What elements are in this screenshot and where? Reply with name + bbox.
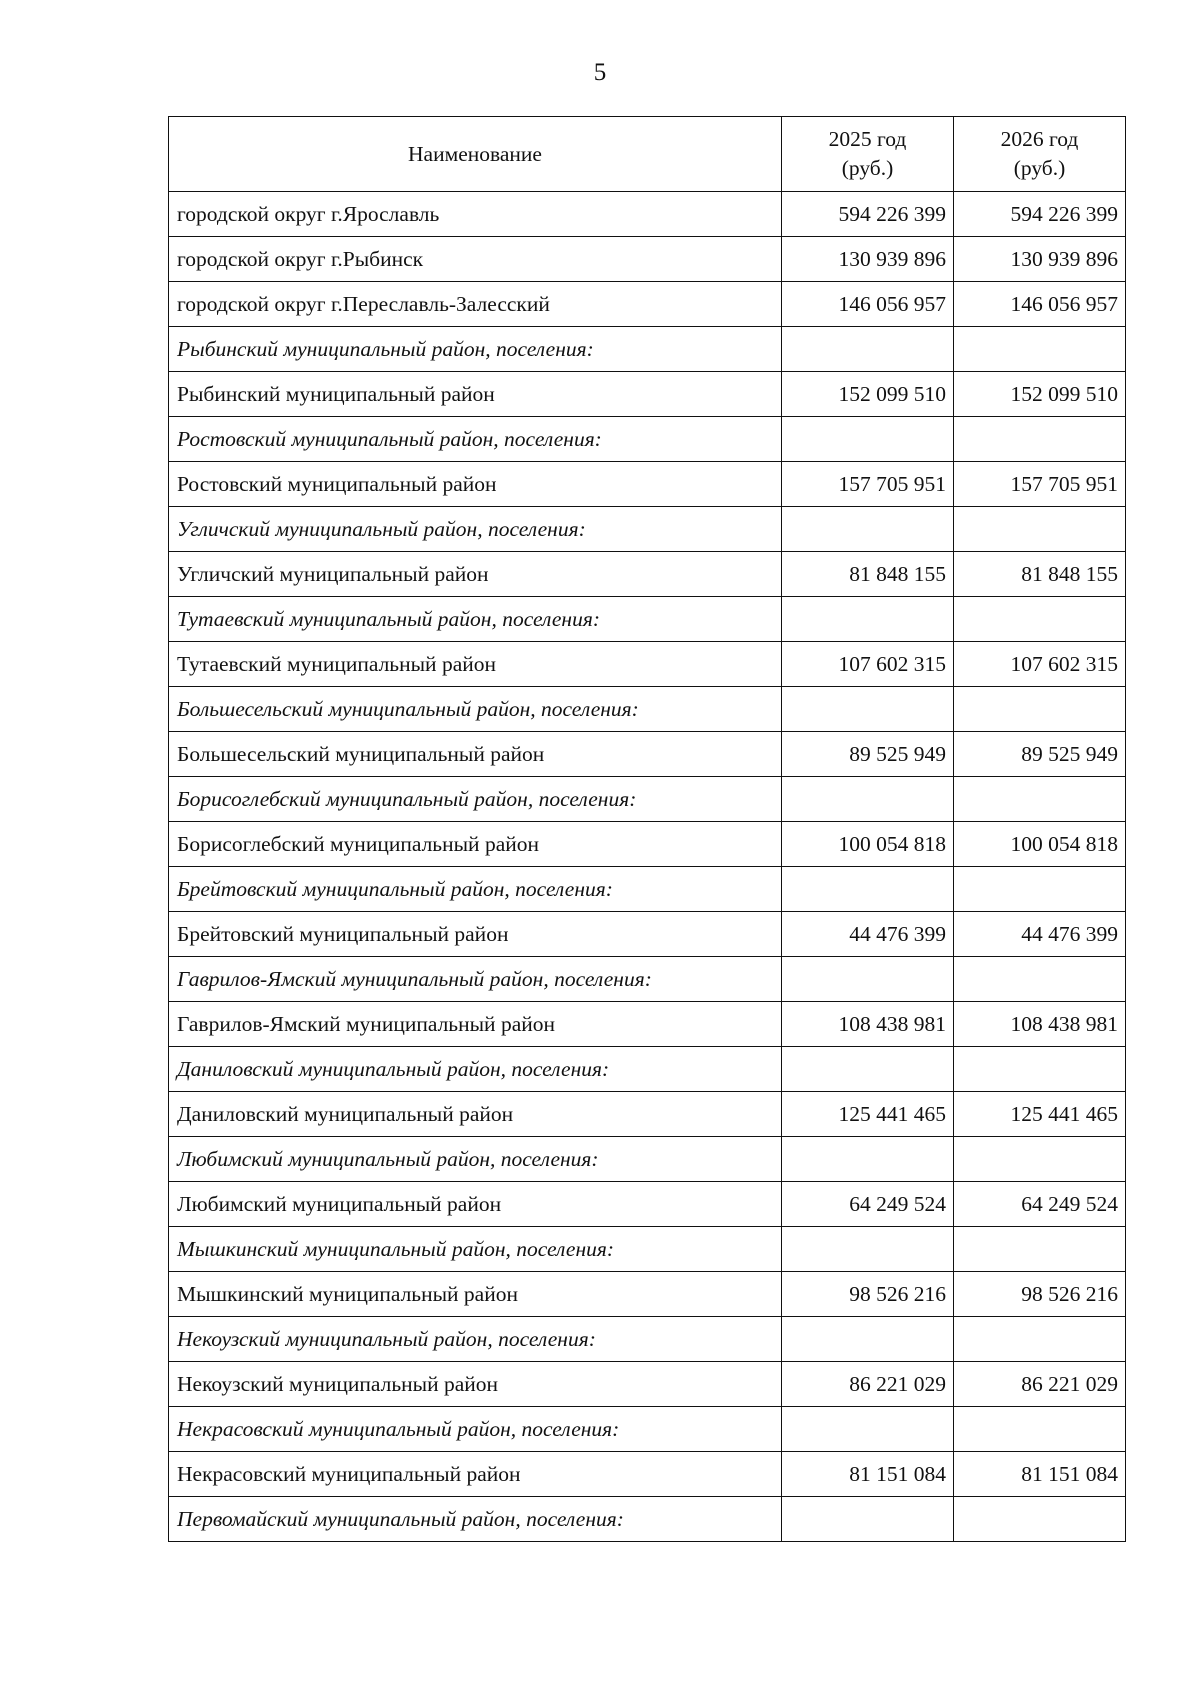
group-header-row xyxy=(169,327,1126,372)
row-value-2025: 146 056 957 xyxy=(782,282,954,327)
row-value-2025: 107 602 315 xyxy=(782,642,954,687)
table-row xyxy=(169,912,1126,957)
group-header-row xyxy=(169,777,1126,822)
row-value-2026 xyxy=(954,1137,1126,1182)
row-name: Брейтовский муниципальный район xyxy=(169,912,782,957)
group-header-row xyxy=(169,507,1126,552)
table-row xyxy=(169,1272,1126,1317)
row-value-2025 xyxy=(782,777,954,822)
row-value-2025: 64 249 524 xyxy=(782,1182,954,1227)
row-name: Первомайский муниципальный район, поселения: xyxy=(169,1497,782,1542)
row-name: Любимский муниципальный район xyxy=(169,1182,782,1227)
row-value-2026: 81 848 155 xyxy=(954,552,1126,597)
row-value-2025: 44 476 399 xyxy=(782,912,954,957)
row-value-2026: 81 151 084 xyxy=(954,1452,1126,1497)
row-value-2025: 125 441 465 xyxy=(782,1092,954,1137)
row-name: Тутаевский муниципальный район, поселения: xyxy=(169,597,782,642)
row-value-2025: 108 438 981 xyxy=(782,1002,954,1047)
row-name: Борисоглебский муниципальный район, поселения: xyxy=(169,777,782,822)
row-value-2026: 107 602 315 xyxy=(954,642,1126,687)
group-header-row xyxy=(169,1497,1126,1542)
row-name: Брейтовский муниципальный район, поселения: xyxy=(169,867,782,912)
row-value-2025: 89 525 949 xyxy=(782,732,954,777)
table-row xyxy=(169,552,1126,597)
table-header-row xyxy=(169,117,1126,192)
row-name: Большесельский муниципальный район, поселения: xyxy=(169,687,782,732)
row-name: Даниловский муниципальный район, поселения: xyxy=(169,1047,782,1092)
row-value-2026: 125 441 465 xyxy=(954,1092,1126,1137)
table-row xyxy=(169,192,1126,237)
column-header-2026 xyxy=(954,117,1126,192)
group-header-row xyxy=(169,957,1126,1002)
row-value-2026: 152 099 510 xyxy=(954,372,1126,417)
row-value-2026 xyxy=(954,327,1126,372)
column-header-name xyxy=(169,117,782,192)
row-name: Ростовский муниципальный район, поселения: xyxy=(169,417,782,462)
row-name: городской округ г.Ярославль xyxy=(169,192,782,237)
group-header-row xyxy=(169,1317,1126,1362)
table-row xyxy=(169,282,1126,327)
row-value-2026 xyxy=(954,1317,1126,1362)
row-name: Угличский муниципальный район xyxy=(169,552,782,597)
row-name: Даниловский муниципальный район xyxy=(169,1092,782,1137)
budget-table xyxy=(168,116,1126,1542)
group-header-row xyxy=(169,1047,1126,1092)
row-value-2026 xyxy=(954,1047,1126,1092)
group-header-row xyxy=(169,867,1126,912)
row-value-2026: 100 054 818 xyxy=(954,822,1126,867)
row-value-2026: 98 526 216 xyxy=(954,1272,1126,1317)
page-number: 5 xyxy=(593,59,607,86)
row-name: городской округ г.Переславль-Залесский xyxy=(169,282,782,327)
row-value-2026: 108 438 981 xyxy=(954,1002,1126,1047)
row-name: Некрасовский муниципальный район xyxy=(169,1452,782,1497)
row-value-2026: 130 939 896 xyxy=(954,237,1126,282)
row-value-2026 xyxy=(954,867,1126,912)
group-header-row xyxy=(169,687,1126,732)
row-value-2025 xyxy=(782,327,954,372)
table-row xyxy=(169,372,1126,417)
row-value-2025 xyxy=(782,1497,954,1542)
table-row xyxy=(169,1452,1126,1497)
row-value-2025: 157 705 951 xyxy=(782,462,954,507)
row-name: Некоузский муниципальный район, поселения: xyxy=(169,1317,782,1362)
row-name: Мышкинский муниципальный район xyxy=(169,1272,782,1317)
row-value-2026: 594 226 399 xyxy=(954,192,1126,237)
row-name: Рыбинский муниципальный район, поселения: xyxy=(169,327,782,372)
table-row xyxy=(169,1182,1126,1227)
column-header-name-label: Наименование xyxy=(408,141,542,166)
row-value-2025: 594 226 399 xyxy=(782,192,954,237)
row-value-2025: 81 848 155 xyxy=(782,552,954,597)
row-value-2025 xyxy=(782,1227,954,1272)
table-row xyxy=(169,642,1126,687)
row-value-2025: 100 054 818 xyxy=(782,822,954,867)
row-value-2026: 157 705 951 xyxy=(954,462,1126,507)
group-header-row xyxy=(169,1407,1126,1452)
table-body xyxy=(169,192,1126,1542)
row-name: Гаврилов-Ямский муниципальный район, поселения: xyxy=(169,957,782,1002)
row-value-2026: 146 056 957 xyxy=(954,282,1126,327)
row-value-2026 xyxy=(954,597,1126,642)
column-header-2025-label: 2025 год (руб.) xyxy=(828,127,907,180)
column-header-2025 xyxy=(782,117,954,192)
table-row xyxy=(169,1002,1126,1047)
row-name: Гаврилов-Ямский муниципальный район xyxy=(169,1002,782,1047)
row-value-2026 xyxy=(954,507,1126,552)
row-name: Некрасовский муниципальный район, поселения: xyxy=(169,1407,782,1452)
row-value-2025: 81 151 084 xyxy=(782,1452,954,1497)
row-value-2026 xyxy=(954,1227,1126,1272)
row-value-2026: 44 476 399 xyxy=(954,912,1126,957)
row-value-2025 xyxy=(782,1407,954,1452)
row-value-2025 xyxy=(782,687,954,732)
row-value-2025: 98 526 216 xyxy=(782,1272,954,1317)
table-row xyxy=(169,462,1126,507)
row-value-2025 xyxy=(782,417,954,462)
row-name: Ростовский муниципальный район xyxy=(169,462,782,507)
row-value-2025: 130 939 896 xyxy=(782,237,954,282)
row-value-2026: 89 525 949 xyxy=(954,732,1126,777)
table-row xyxy=(169,237,1126,282)
row-name: Мышкинский муниципальный район, поселения: xyxy=(169,1227,782,1272)
row-value-2025: 152 099 510 xyxy=(782,372,954,417)
row-name: Большесельский муниципальный район xyxy=(169,732,782,777)
row-value-2025 xyxy=(782,507,954,552)
row-name: Некоузский муниципальный район xyxy=(169,1362,782,1407)
row-value-2026 xyxy=(954,1407,1126,1452)
column-header-2026-label: 2026 год (руб.) xyxy=(1000,127,1079,180)
row-value-2025 xyxy=(782,1047,954,1092)
row-value-2026 xyxy=(954,417,1126,462)
row-value-2026 xyxy=(954,1497,1126,1542)
row-name: Борисоглебский муниципальный район xyxy=(169,822,782,867)
row-value-2025 xyxy=(782,1317,954,1362)
row-name: Любимский муниципальный район, поселения: xyxy=(169,1137,782,1182)
row-value-2025 xyxy=(782,597,954,642)
table-row xyxy=(169,1362,1126,1407)
row-value-2025 xyxy=(782,957,954,1002)
row-value-2026: 64 249 524 xyxy=(954,1182,1126,1227)
row-value-2026: 86 221 029 xyxy=(954,1362,1126,1407)
row-value-2025 xyxy=(782,867,954,912)
row-name: городской округ г.Рыбинск xyxy=(169,237,782,282)
table-row xyxy=(169,1092,1126,1137)
row-name: Рыбинский муниципальный район xyxy=(169,372,782,417)
row-value-2025 xyxy=(782,1137,954,1182)
row-name: Угличский муниципальный район, поселения: xyxy=(169,507,782,552)
row-name: Тутаевский муниципальный район xyxy=(169,642,782,687)
table-row xyxy=(169,732,1126,777)
group-header-row xyxy=(169,417,1126,462)
row-value-2026 xyxy=(954,777,1126,822)
group-header-row xyxy=(169,1227,1126,1272)
group-header-row xyxy=(169,1137,1126,1182)
row-value-2025: 86 221 029 xyxy=(782,1362,954,1407)
row-value-2026 xyxy=(954,687,1126,732)
table-row xyxy=(169,822,1126,867)
group-header-row xyxy=(169,597,1126,642)
row-value-2026 xyxy=(954,957,1126,1002)
